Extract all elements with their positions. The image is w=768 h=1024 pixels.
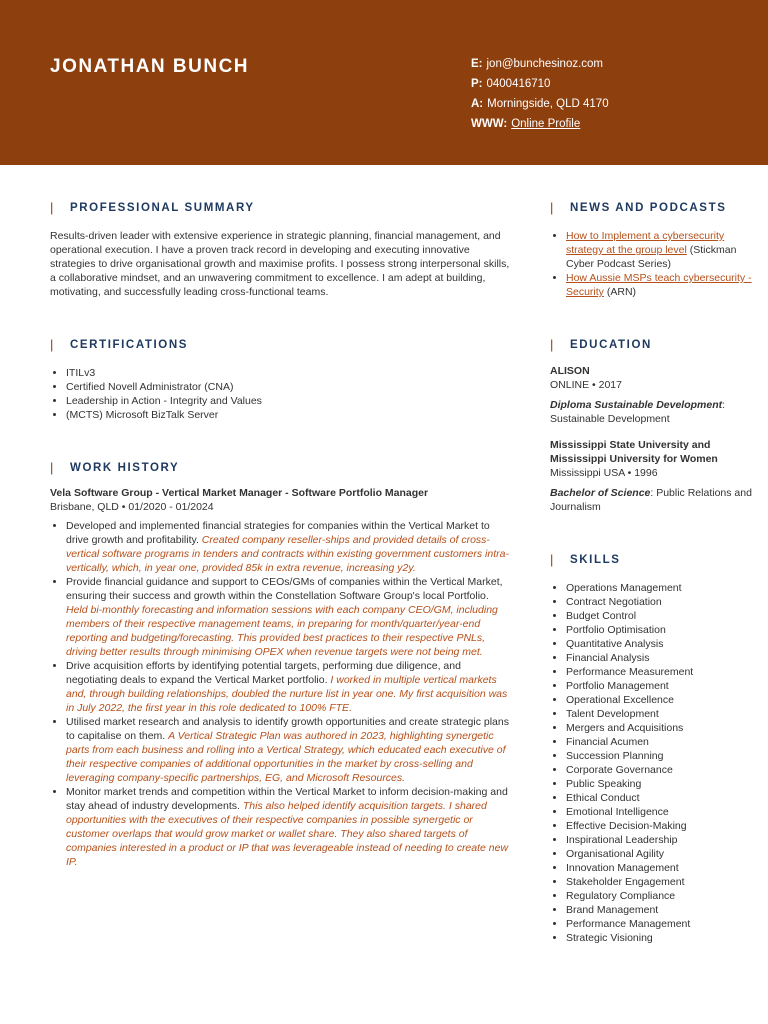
heading-bar: |: [550, 337, 554, 352]
list-item: [566, 229, 758, 271]
skill-item: • Effective Decision-Making: [566, 819, 758, 833]
list-item: [66, 659, 510, 715]
bullet-highlight: Created company reseller-ships and provided details of cross-vertical software programs in tenders and contracts within existing government customers intra-vertically, which, in year one, provided 85k in extra revenue, increasing y2y.: [66, 534, 509, 574]
education-entry: [550, 438, 758, 514]
list-item: [66, 715, 510, 785]
school-name: ALISON: [550, 365, 590, 377]
bullet-text: Drive acquisition efforts by identifying potential targets, performing due diligence, and negotiating deals to expand the Vertical Market portfolio.: [66, 660, 461, 686]
skill-item: • Emotional Intelligence: [566, 805, 758, 819]
section-title: NEWS AND PODCASTS: [570, 201, 727, 214]
heading-bar: |: [50, 460, 54, 475]
degree-name: Bachelor of Science: [550, 487, 651, 499]
certifications-list: [50, 366, 510, 422]
list-item: [566, 271, 758, 299]
section-summary-heading: [50, 200, 510, 215]
summary-text: Results-driven leader with extensive experience in strategic planning, financial management, and operational execution. I have a proven track record in developing and executing innovative strategies to drive organisational growth and maximise profits. I possess strong interpersonal skills, a collaborative mindset, and an unwavering commitment to excellence. I am adept at building, motivating, and successfully leading cross-functional teams.: [50, 230, 510, 298]
section-education-heading: [550, 337, 758, 352]
bullet-highlight: This also helped identify acquisition targets. I shared opportunities with the executives of their respective companies in possible synergetic or customer overlaps that would grow market or wallet share. They also shared targets of companies interested in a product or IP that was leverageable instead of needing to create new IP.: [66, 800, 509, 868]
heading-bar: |: [550, 200, 554, 215]
address-label: A:: [471, 98, 484, 110]
degree-field: : Sustainable Development: [550, 399, 726, 425]
skill-item: • Financial Analysis: [566, 651, 758, 665]
work-bullets: [50, 519, 510, 869]
list-item: [66, 785, 510, 869]
degree: [550, 486, 758, 514]
section-work-heading: [50, 460, 510, 475]
skill-item: • Succession Planning: [566, 749, 758, 763]
list-item: [66, 519, 510, 575]
heading-bar: |: [50, 200, 54, 215]
skill-item: • Public Speaking: [566, 777, 758, 791]
skill-item: • Portfolio Management: [566, 679, 758, 693]
school-meta: ONLINE • 2017: [550, 379, 622, 391]
phone: 0400416710: [486, 78, 551, 90]
job-title: Vela Software Group - Vertical Market Manager - Software Portfolio Manager: [50, 487, 429, 499]
section-certifications-heading: [50, 337, 510, 352]
skill-item: • Portfolio Optimisation: [566, 623, 758, 637]
degree-field: : Public Relations and Journalism: [550, 487, 752, 513]
skill-item: • Innovation Management: [566, 861, 758, 875]
news-link[interactable]: How to Implement a cybersecurity strategy at the group level: [566, 230, 725, 256]
skill-item: • Organisational Agility: [566, 847, 758, 861]
news-list: [550, 229, 758, 299]
candidate-name: JONATHAN BUNCH: [50, 56, 250, 77]
school-name: Mississippi State University and Mississippi University for Women: [550, 439, 718, 465]
skill-item: • Strategic Visioning: [566, 931, 758, 945]
contact-block: [471, 54, 609, 134]
bullet-highlight: A Vertical Strategic Plan was authored in 2023, highlighting synergetic parts from each business and rolling into a Vertical Strategy, which educated each executive of their respective companies of additional opportunities in the market by cross-selling and leveraging company-specific partnerships, EG, and Microsoft Resources.: [66, 730, 506, 784]
school-meta: Mississippi USA • 1996: [550, 467, 658, 479]
bullet-text: Developed and implemented financial strategies for companies within the Vertical Market to drive growth and profitability.: [66, 520, 490, 546]
list-item: [66, 575, 510, 659]
news-source: (ARN): [603, 286, 637, 298]
skills-list: [550, 581, 758, 945]
skill-item: • Operational Excellence: [566, 693, 758, 707]
list-item: • (MCTS) Microsoft BizTalk Server: [66, 408, 510, 422]
skill-item: • Performance Measurement: [566, 665, 758, 679]
skill-item: • Operations Management: [566, 581, 758, 595]
address: Morningside, QLD 4170: [487, 98, 609, 110]
list-item: • Leadership in Action - Integrity and Values: [66, 394, 510, 408]
section-title: WORK HISTORY: [70, 461, 180, 474]
section-skills-heading: [550, 552, 758, 567]
skill-item: • Financial Acumen: [566, 735, 758, 749]
skill-item: • Performance Management: [566, 917, 758, 931]
list-item: • ITILv3: [66, 366, 510, 380]
skill-item: • Contract Negotiation: [566, 595, 758, 609]
skill-item: • Talent Development: [566, 707, 758, 721]
news-link[interactable]: How Aussie MSPs teach cybersecurity - Security: [566, 272, 752, 298]
heading-bar: |: [550, 552, 554, 567]
heading-bar: |: [50, 337, 54, 352]
degree-name: Diploma Sustainable Development: [550, 399, 723, 411]
email-label: E:: [471, 58, 483, 70]
skill-item: • Ethical Conduct: [566, 791, 758, 805]
job-location-dates: Brisbane, QLD • 01/2020 - 01/2024: [50, 501, 214, 513]
section-title: CERTIFICATIONS: [70, 338, 189, 351]
skill-item: • Stakeholder Engagement: [566, 875, 758, 889]
right-column: [550, 200, 758, 945]
section-title: SKILLS: [570, 553, 621, 566]
bullet-text: Utilised market research and analysis to identify growth opportunities and create strategic plans to capitalise on them.: [66, 716, 509, 742]
skill-item: • Quantitative Analysis: [566, 637, 758, 651]
email: jon@bunchesinoz.com: [486, 58, 604, 70]
news-source: (Stickman Cyber Podcast Series): [566, 244, 737, 270]
bullet-text: Provide financial guidance and support to CEOs/GMs of companies within the Vertical Market, ensuring their success and growth within the Constellation Software Group's local Portfolio.: [66, 576, 503, 602]
left-column: [50, 200, 510, 869]
section-news-heading: [550, 200, 758, 215]
section-title: PROFESSIONAL SUMMARY: [70, 201, 255, 214]
bullet-highlight: I worked in multiple vertical markets and, through building relationships, doubled the nurture list in year one. My first acquisition was in July 2022, the first year in this role dedicated to 100% FTE.: [66, 674, 508, 714]
bullet-text: Monitor market trends and competition within the Vertical Market to inform decision-making and stay ahead of industry developments.: [66, 786, 508, 812]
www-label: WWW:: [471, 118, 508, 130]
phone-label: P:: [471, 78, 483, 90]
list-item: • Certified Novell Administrator (CNA): [66, 380, 510, 394]
header-banner: [0, 0, 768, 165]
skill-item: • Mergers and Acquisitions: [566, 721, 758, 735]
section-title: EDUCATION: [570, 338, 652, 351]
online-profile-link[interactable]: Online Profile: [511, 118, 581, 130]
skill-item: • Inspirational Leadership: [566, 833, 758, 847]
skill-item: • Regulatory Compliance: [566, 889, 758, 903]
education-entry: [550, 364, 758, 426]
skill-item: • Budget Control: [566, 609, 758, 623]
bullet-highlight: Held bi-monthly forecasting and information sessions with each company CEO/GM, including members of their respective management teams, in preparing for month/quarter/year-end reporting and budgeting/forecasting. This provided best practices to their respective PNLs, driving better results through minimising OPEX when revenue targets were not being met.: [66, 604, 498, 658]
skill-item: • Corporate Governance: [566, 763, 758, 777]
degree: [550, 398, 758, 426]
skill-item: • Brand Management: [566, 903, 758, 917]
